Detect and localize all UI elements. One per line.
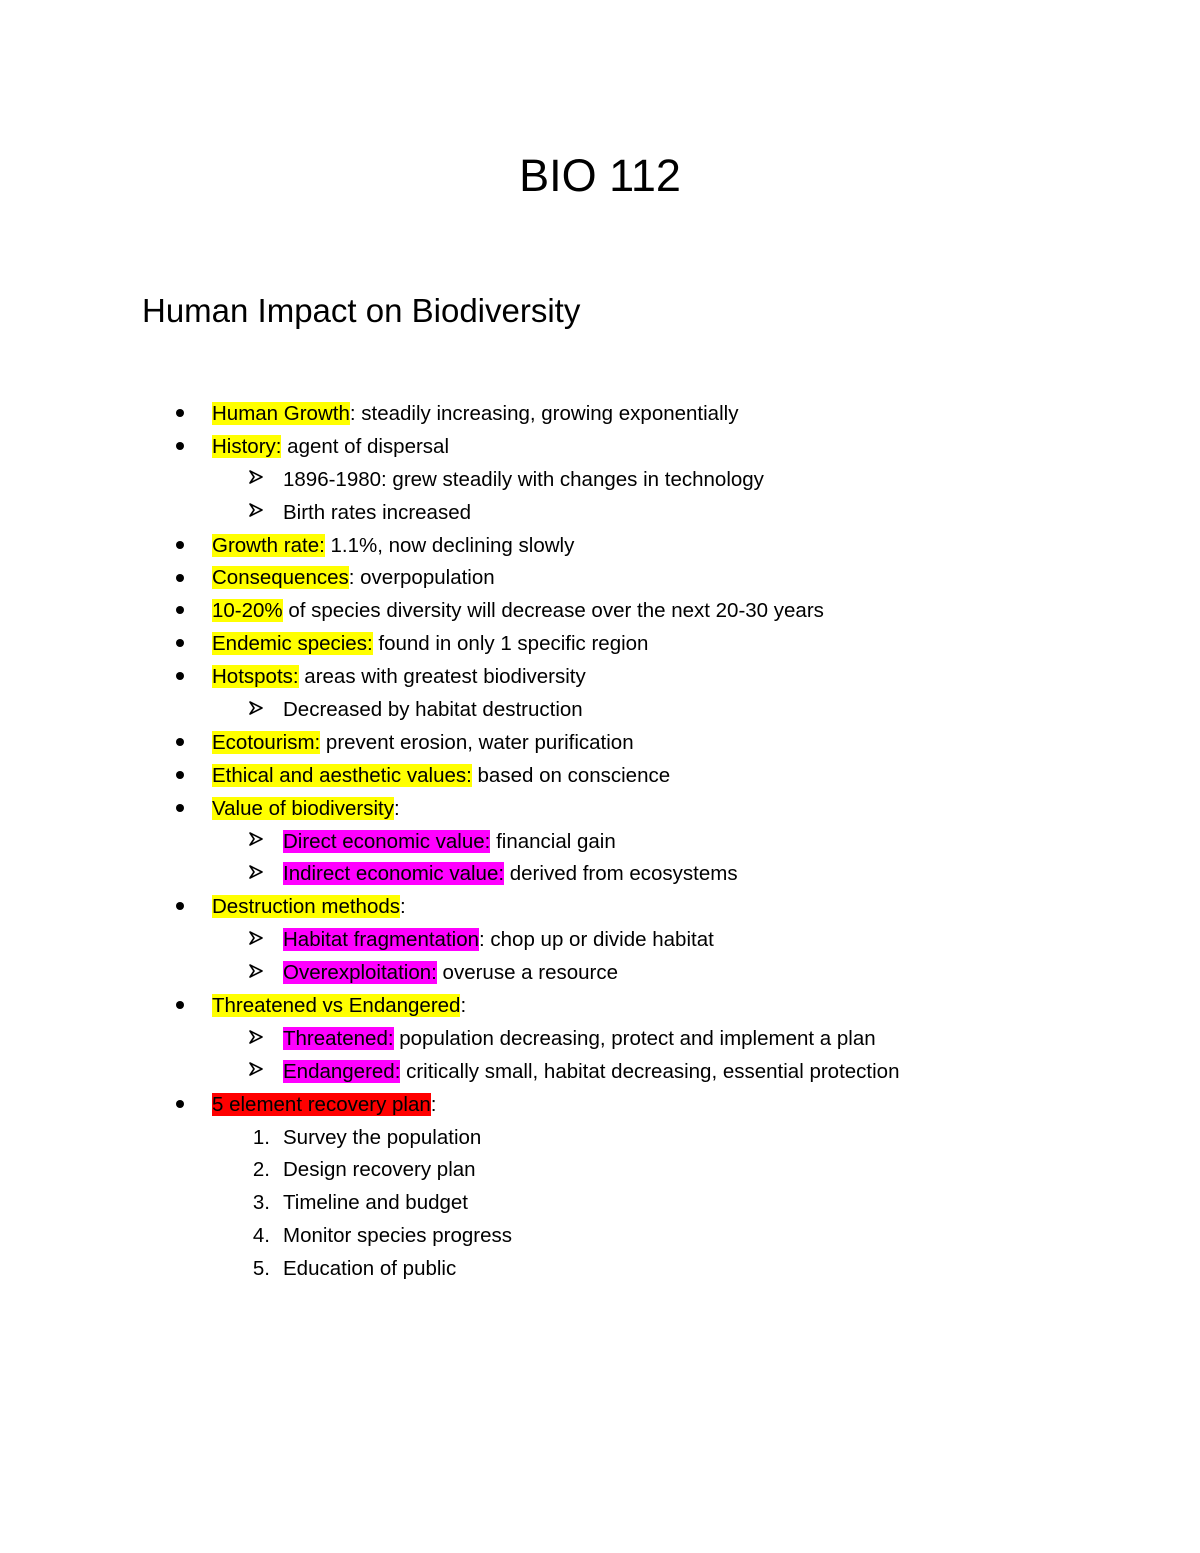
- highlighted-term: Hotspots:: [212, 665, 299, 689]
- sub-list-item: [0, 464, 1200, 497]
- highlighted-term: Human Growth: [212, 402, 350, 425]
- arrow-bullet-icon: [244, 1056, 268, 1089]
- bullet-icon: [172, 793, 188, 826]
- arrow-bullet-icon: [244, 826, 268, 859]
- list-number: 2.: [252, 1158, 270, 1182]
- list-item-text: Decreased by habitat destruction: [283, 698, 583, 722]
- list-item-text: Survey the population: [283, 1125, 482, 1149]
- highlighted-term: 10-20%: [212, 599, 283, 623]
- list-item-text: overuse a resource: [436, 961, 619, 985]
- list-item-content: [212, 760, 670, 793]
- list-item-text: found in only 1 specific region: [372, 632, 649, 656]
- list-item-content: [283, 694, 583, 727]
- list-item-content: [212, 793, 400, 826]
- list-item-text: derived from ecosystems: [504, 862, 738, 886]
- list-number: 3.: [252, 1191, 270, 1215]
- list-item-text: : chop up or divide habitat: [479, 928, 714, 952]
- highlighted-term: Endemic species:: [212, 632, 373, 656]
- highlighted-term: 5 element recovery plan: [212, 1092, 431, 1116]
- list-item: [0, 793, 1200, 826]
- list-item-text: : overpopulation: [348, 566, 495, 590]
- list-item-content: [283, 1154, 476, 1187]
- list-item-text: Timeline and budget: [283, 1191, 469, 1215]
- list-item-content: [283, 826, 616, 859]
- list-item: [0, 530, 1200, 563]
- bullet-icon: [172, 760, 188, 793]
- list-item-text: critically small, habitat decreasing, essential protection: [400, 1059, 900, 1083]
- list-item-content: [283, 1187, 468, 1220]
- sub-list-item: [0, 858, 1200, 891]
- list-item-content: [212, 595, 824, 628]
- bullet-icon: [172, 398, 188, 431]
- list-item-text: Design recovery plan: [283, 1158, 476, 1182]
- list-item-content: [212, 562, 495, 595]
- list-item-text: based on conscience: [471, 763, 671, 787]
- highlighted-term: Value of biodiversity: [212, 796, 394, 820]
- bullet-icon: [172, 595, 188, 628]
- document-title: BIO 112: [519, 150, 681, 201]
- highlighted-term: Growth rate:: [212, 533, 325, 557]
- highlighted-term: Consequences: [212, 566, 349, 590]
- list-item-text: 1896-1980: grew steadily with changes in technology: [283, 467, 764, 491]
- highlighted-term: Overexploitation:: [283, 961, 437, 985]
- sub-list-item: [0, 1154, 1200, 1187]
- list-item-content: [283, 1220, 512, 1253]
- list-item-content: [283, 1056, 899, 1089]
- list-item: [0, 891, 1200, 924]
- list-item-text: agent of dispersal: [281, 434, 450, 458]
- list-item-content: [283, 924, 714, 957]
- highlighted-term: Ecotourism:: [212, 730, 321, 754]
- sub-list-item: [0, 1122, 1200, 1155]
- sub-list-item: [0, 924, 1200, 957]
- list-item-content: [212, 530, 574, 563]
- list-item-content: [212, 990, 466, 1023]
- list-item: [0, 562, 1200, 595]
- list-item-text: 1.1%, now declining slowly: [324, 533, 575, 557]
- list-item: [0, 727, 1200, 760]
- list-item-text: :: [400, 895, 406, 919]
- sub-list-item: [0, 1056, 1200, 1089]
- bullet-icon: [172, 1089, 188, 1122]
- list-number: 4.: [252, 1224, 270, 1248]
- list-item-text: financial gain: [490, 829, 616, 853]
- highlighted-term: Destruction methods: [212, 895, 401, 919]
- highlighted-term: Ethical and aesthetic values:: [212, 763, 472, 787]
- list-item-text: population decreasing, protect and implement a plan: [393, 1026, 876, 1050]
- highlighted-term: Threatened vs Endangered: [212, 994, 461, 1018]
- bullet-icon: [172, 727, 188, 760]
- arrow-bullet-icon: [244, 1023, 268, 1056]
- list-item: [0, 431, 1200, 464]
- list-item-text: Monitor species progress: [283, 1224, 513, 1248]
- sub-list-item: [0, 826, 1200, 859]
- list-item-content: [283, 497, 471, 530]
- list-item-content: [283, 858, 738, 891]
- bullet-icon: [172, 628, 188, 661]
- list-item-content: [283, 1023, 876, 1056]
- list-item-text: : steadily increasing, growing exponentially: [349, 402, 739, 425]
- list-item-text: :: [430, 1092, 437, 1116]
- list-item-content: [212, 1089, 437, 1122]
- list-item: [0, 760, 1200, 793]
- list-item-content: [283, 957, 618, 990]
- highlighted-term: History:: [212, 434, 282, 458]
- list-item-content: [212, 398, 738, 431]
- sub-list-item: [0, 694, 1200, 727]
- list-item: [0, 990, 1200, 1023]
- list-item-content: [212, 661, 586, 694]
- list-item: [0, 398, 1200, 431]
- sub-list-item: [0, 1253, 1200, 1286]
- list-item: [0, 628, 1200, 661]
- sub-list-item: [0, 1220, 1200, 1253]
- bullet-icon: [172, 990, 188, 1023]
- list-item-content: [212, 431, 449, 464]
- arrow-bullet-icon: [244, 858, 268, 891]
- arrow-bullet-icon: [244, 464, 268, 497]
- section-heading: Human Impact on Biodiversity: [142, 292, 581, 329]
- list-item-content: [283, 1253, 456, 1286]
- sub-list-item: [0, 1187, 1200, 1220]
- list-item-text: Education of public: [283, 1257, 457, 1281]
- arrow-bullet-icon: [244, 957, 268, 990]
- sub-list-item: [0, 497, 1200, 530]
- sub-list-item: [0, 1023, 1200, 1056]
- list-item-content: [212, 891, 406, 924]
- list-item-text: Birth rates increased: [283, 500, 472, 524]
- arrow-bullet-icon: [244, 924, 268, 957]
- list-item-text: prevent erosion, water purification: [320, 730, 634, 754]
- sub-list-item: [0, 957, 1200, 990]
- list-number: 5.: [252, 1257, 270, 1281]
- list-item-text: of species diversity will decrease over the next 20-30 years: [282, 599, 824, 623]
- bullet-icon: [172, 891, 188, 924]
- list-item: [0, 661, 1200, 694]
- notes-outline: [0, 398, 1200, 1286]
- arrow-bullet-icon: [244, 694, 268, 727]
- list-item: [0, 595, 1200, 628]
- list-item: [0, 1089, 1200, 1122]
- list-item-text: areas with greatest biodiversity: [298, 665, 586, 689]
- highlighted-term: Habitat fragmentation: [283, 928, 480, 952]
- highlighted-term: Direct economic value:: [283, 829, 491, 853]
- bullet-icon: [172, 661, 188, 694]
- highlighted-term: Threatened:: [283, 1026, 394, 1050]
- list-item-text: :: [460, 994, 467, 1018]
- highlighted-term: Indirect economic value:: [283, 862, 505, 886]
- list-item-content: [283, 1122, 481, 1155]
- arrow-bullet-icon: [244, 497, 268, 530]
- list-number: 1.: [252, 1125, 270, 1149]
- bullet-icon: [172, 431, 188, 464]
- list-item-text: :: [393, 796, 400, 820]
- highlighted-term: Endangered:: [283, 1059, 401, 1083]
- list-item-content: [283, 464, 764, 497]
- list-item-content: [212, 628, 648, 661]
- bullet-icon: [172, 562, 188, 595]
- list-item-content: [212, 727, 634, 760]
- bullet-icon: [172, 530, 188, 563]
